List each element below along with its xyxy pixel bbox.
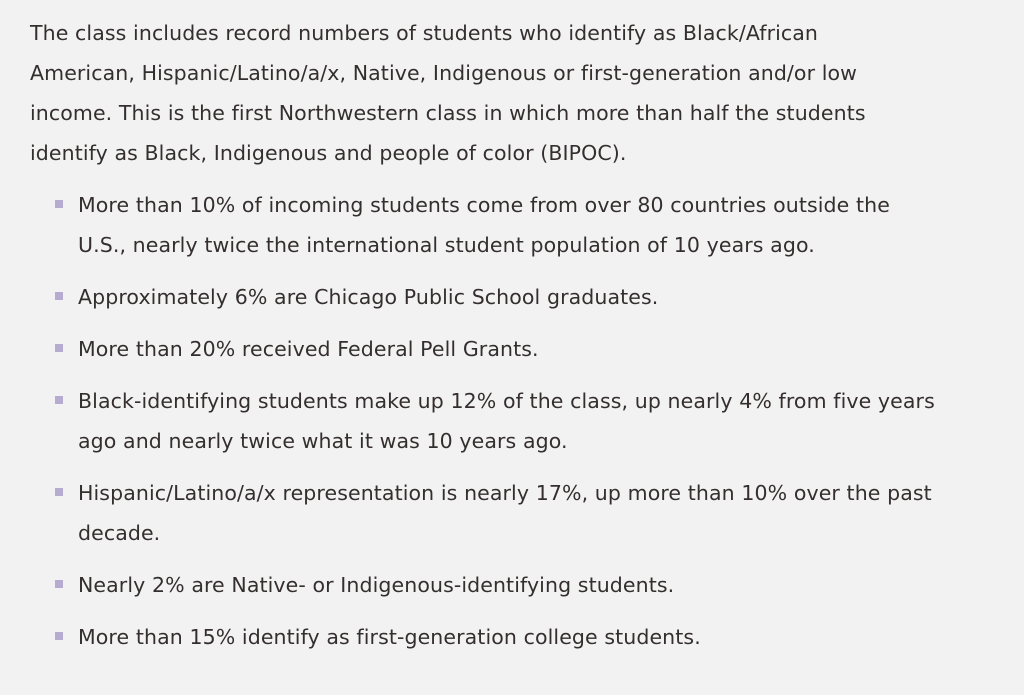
list-item — [54, 617, 994, 657]
list-item-text: Nearly 2% are Native- or Indigenous-identifying students. — [78, 573, 675, 597]
square-bullet-icon — [55, 292, 63, 300]
list-item-text: Hispanic/Latino/a/x representation is nearly 17%, up more than 10% over the past — [78, 481, 932, 505]
intro-line: The class includes record numbers of students who identify as Black/African — [30, 21, 819, 45]
square-bullet-icon — [55, 396, 63, 404]
list-item-text: More than 15% identify as first-generation college students. — [78, 625, 701, 649]
list-item-text: decade. — [78, 521, 161, 545]
list-item — [54, 185, 994, 265]
list-item-text: Black-identifying students make up 12% of the class, up nearly 4% from five years — [78, 389, 935, 413]
list-item-text: More than 10% of incoming students come from over 80 countries outside the — [78, 193, 890, 217]
square-bullet-icon — [55, 580, 63, 588]
intro-paragraph — [30, 13, 960, 173]
square-bullet-icon — [55, 344, 63, 352]
intro-line: identify as Black, Indigenous and people of color (BIPOC). — [30, 141, 627, 165]
square-bullet-icon — [55, 200, 63, 208]
square-bullet-icon — [55, 632, 63, 640]
list-item-text: Approximately 6% are Chicago Public School graduates. — [78, 285, 659, 309]
statistics-list — [30, 185, 994, 657]
list-item — [54, 565, 994, 605]
list-item-text: ago and nearly twice what it was 10 years ago. — [78, 429, 568, 453]
list-item-text: U.S., nearly twice the international student population of 10 years ago. — [78, 233, 815, 257]
list-item — [54, 473, 994, 553]
intro-line: American, Hispanic/Latino/a/x, Native, Indigenous or first-generation and/or low — [30, 61, 858, 85]
list-item — [54, 329, 994, 369]
intro-line: income. This is the first Northwestern class in which more than half the students — [30, 101, 866, 125]
list-item — [54, 381, 994, 461]
square-bullet-icon — [55, 488, 63, 496]
list-item-text: More than 20% received Federal Pell Grants. — [78, 337, 539, 361]
list-item — [54, 277, 994, 317]
